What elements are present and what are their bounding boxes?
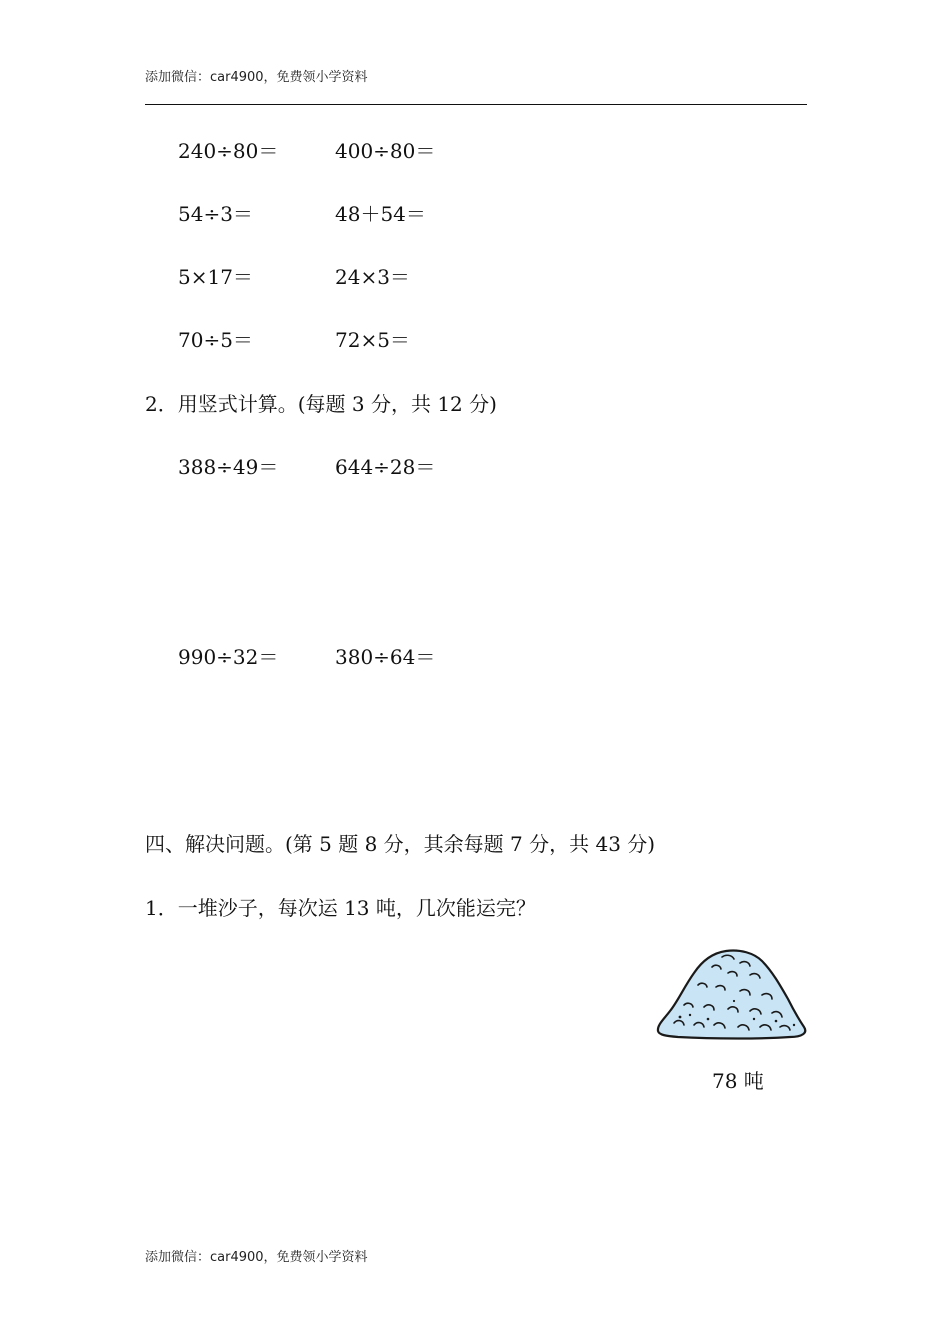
oral-calc-3-right: 24×3＝ bbox=[335, 265, 410, 289]
oral-calc-3-left: 5×17＝ bbox=[178, 265, 253, 289]
oral-calc-1-right: 400÷80＝ bbox=[335, 139, 436, 163]
vertical-calc-2-left: 990÷32＝ bbox=[178, 645, 279, 669]
vertical-calc-1-left: 388÷49＝ bbox=[178, 455, 279, 479]
section-4-title: 四、解决问题。(第 5 题 8 分，其余每题 7 分，共 43 分) bbox=[145, 832, 656, 856]
vertical-calc-2-right: 380÷64＝ bbox=[335, 645, 436, 669]
vertical-calc-1-right: 644÷28＝ bbox=[335, 455, 436, 479]
header-rule bbox=[145, 104, 807, 105]
oral-calc-1-left: 240÷80＝ bbox=[178, 139, 279, 163]
vertical-calc-title: 2．用竖式计算。(每题 3 分，共 12 分) bbox=[145, 392, 497, 416]
oral-calc-4-left: 70÷5＝ bbox=[178, 328, 253, 352]
oral-calc-2-left: 54÷3＝ bbox=[178, 202, 253, 226]
sand-pile-illustration bbox=[654, 945, 808, 1045]
page-header: 添加微信：car4900，免费领小学资料 bbox=[145, 70, 368, 85]
oral-calc-2-right: 48＋54＝ bbox=[335, 202, 426, 226]
question-1: 1．一堆沙子，每次运 13 吨，几次能运完？ bbox=[145, 896, 536, 920]
page-footer: 添加微信：car4900，免费领小学资料 bbox=[145, 1250, 368, 1265]
oral-calc-4-right: 72×5＝ bbox=[335, 328, 410, 352]
sand-pile-label: 78 吨 bbox=[712, 1069, 764, 1093]
